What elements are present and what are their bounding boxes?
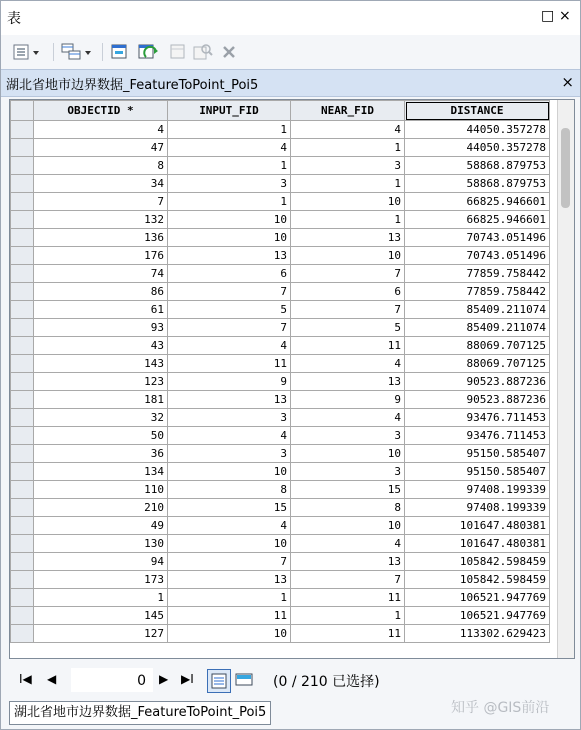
cell-objectid[interactable]: 32	[34, 409, 168, 427]
switch-selection-button[interactable]	[138, 41, 160, 63]
cell-distance[interactable]: 97408.199339	[405, 481, 550, 499]
cell-distance[interactable]: 85409.211074	[405, 301, 550, 319]
cell-objectid[interactable]: 43	[34, 337, 168, 355]
cell-distance[interactable]: 95150.585407	[405, 463, 550, 481]
cell-input-fid[interactable]: 4	[168, 517, 291, 535]
table-tab-title[interactable]: 湖北省地市边界数据_FeatureToPoint_Poi5	[6, 78, 259, 93]
cell-input-fid[interactable]: 8	[168, 481, 291, 499]
cell-distance[interactable]: 58868.879753	[405, 157, 550, 175]
cell-input-fid[interactable]: 5	[168, 301, 291, 319]
cell-input-fid[interactable]: 10	[168, 535, 291, 553]
table-row[interactable]	[11, 463, 550, 481]
maximize-button[interactable]: □	[541, 8, 555, 24]
cell-objectid[interactable]: 8	[34, 157, 168, 175]
switch-selection-icon	[138, 43, 160, 61]
table-row[interactable]	[11, 355, 550, 373]
row-selector[interactable]	[11, 301, 34, 319]
column-header-input-fid[interactable]: INPUT_FID	[168, 101, 291, 121]
table-row[interactable]	[11, 535, 550, 553]
toolbar-separator	[102, 43, 103, 61]
watermark: 知乎 @GIS前沿	[451, 700, 550, 716]
cell-input-fid[interactable]: 6	[168, 265, 291, 283]
table-row[interactable]	[11, 139, 550, 157]
cell-objectid[interactable]: 136	[34, 229, 168, 247]
row-selector[interactable]	[11, 121, 34, 139]
cell-near-fid[interactable]: 3	[291, 157, 405, 175]
previous-record-button[interactable]: ◀	[47, 672, 57, 686]
cell-distance[interactable]: 105842.598459	[405, 571, 550, 589]
row-selector[interactable]	[11, 625, 34, 643]
row-selector[interactable]	[11, 265, 34, 283]
last-record-button[interactable]: ▶I	[181, 672, 194, 686]
bottom-table-tab[interactable]: 湖北省地市边界数据_FeatureToPoint_Poi5	[9, 701, 271, 725]
cell-input-fid[interactable]: 10	[168, 229, 291, 247]
row-selector[interactable]	[11, 319, 34, 337]
cell-distance[interactable]: 106521.947769	[405, 589, 550, 607]
cell-distance[interactable]: 106521.947769	[405, 607, 550, 625]
cell-distance[interactable]: 77859.758442	[405, 283, 550, 301]
attribute-table	[10, 100, 550, 643]
table-toolbar	[1, 35, 580, 69]
cell-distance[interactable]: 77859.758442	[405, 265, 550, 283]
row-selector[interactable]	[11, 211, 34, 229]
table-row[interactable]	[11, 229, 550, 247]
cell-near-fid[interactable]: 4	[291, 121, 405, 139]
table-row[interactable]	[11, 157, 550, 175]
table-row[interactable]	[11, 499, 550, 517]
cell-distance[interactable]: 70743.051496	[405, 247, 550, 265]
cell-distance[interactable]: 70743.051496	[405, 229, 550, 247]
cell-input-fid[interactable]: 1	[168, 193, 291, 211]
cell-objectid[interactable]: 50	[34, 427, 168, 445]
cell-distance[interactable]: 44050.357278	[405, 121, 550, 139]
row-selector[interactable]	[11, 139, 34, 157]
row-selector[interactable]	[11, 535, 34, 553]
cell-distance[interactable]: 88069.707125	[405, 355, 550, 373]
cell-near-fid[interactable]: 11	[291, 625, 405, 643]
window-title: 表	[7, 11, 21, 27]
cell-input-fid[interactable]: 3	[168, 445, 291, 463]
row-selector-header[interactable]	[11, 101, 34, 121]
delete-selected-button[interactable]	[221, 41, 237, 63]
cell-near-fid[interactable]: 11	[291, 337, 405, 355]
cell-distance[interactable]: 93476.711453	[405, 427, 550, 445]
row-selector[interactable]	[11, 517, 34, 535]
cell-near-fid[interactable]: 6	[291, 283, 405, 301]
table-row[interactable]	[11, 427, 550, 445]
cell-distance[interactable]: 44050.357278	[405, 139, 550, 157]
row-selector[interactable]	[11, 463, 34, 481]
cell-objectid[interactable]: 134	[34, 463, 168, 481]
cell-objectid[interactable]: 49	[34, 517, 168, 535]
table-row[interactable]	[11, 211, 550, 229]
table-row[interactable]	[11, 625, 550, 643]
table-row[interactable]	[11, 553, 550, 571]
cell-objectid[interactable]: 145	[34, 607, 168, 625]
cell-objectid[interactable]: 94	[34, 553, 168, 571]
cell-objectid[interactable]: 74	[34, 265, 168, 283]
cell-distance[interactable]: 90523.887236	[405, 391, 550, 409]
table-row[interactable]	[11, 193, 550, 211]
cell-distance[interactable]: 66825.946601	[405, 211, 550, 229]
column-header-near-fid[interactable]: NEAR_FID	[291, 101, 405, 121]
vertical-scrollbar[interactable]	[557, 100, 574, 658]
title-bar	[1, 1, 580, 35]
row-selector[interactable]	[11, 589, 34, 607]
row-selector[interactable]	[11, 373, 34, 391]
table-row[interactable]	[11, 589, 550, 607]
cell-objectid[interactable]: 86	[34, 283, 168, 301]
cell-input-fid[interactable]: 4	[168, 337, 291, 355]
cell-near-fid[interactable]: 10	[291, 247, 405, 265]
close-tab-button[interactable]: ×	[561, 73, 574, 91]
cell-near-fid[interactable]: 1	[291, 607, 405, 625]
scrollbar-thumb[interactable]	[561, 128, 570, 208]
row-selector[interactable]	[11, 607, 34, 625]
cell-objectid[interactable]: 173	[34, 571, 168, 589]
cell-objectid[interactable]: 93	[34, 319, 168, 337]
cell-objectid[interactable]: 210	[34, 499, 168, 517]
cell-input-fid[interactable]: 1	[168, 589, 291, 607]
table-row[interactable]	[11, 301, 550, 319]
cell-near-fid[interactable]: 3	[291, 463, 405, 481]
select-by-attributes-button[interactable]	[111, 41, 131, 63]
row-selector[interactable]	[11, 499, 34, 517]
cell-input-fid[interactable]: 10	[168, 625, 291, 643]
selection-status: (0 / 210 已选择)	[273, 674, 380, 690]
first-record-button[interactable]: I◀	[19, 672, 32, 686]
cell-distance[interactable]: 95150.585407	[405, 445, 550, 463]
table-row[interactable]	[11, 283, 550, 301]
cell-near-fid[interactable]: 4	[291, 355, 405, 373]
cell-distance[interactable]: 58868.879753	[405, 175, 550, 193]
table-row[interactable]	[11, 409, 550, 427]
cell-objectid[interactable]: 36	[34, 445, 168, 463]
column-header-distance[interactable]: DISTANCE	[405, 101, 550, 121]
table-row[interactable]	[11, 517, 550, 535]
cell-objectid[interactable]: 7	[34, 193, 168, 211]
next-record-button[interactable]: ▶	[159, 672, 169, 686]
cell-input-fid[interactable]: 7	[168, 283, 291, 301]
table-row[interactable]	[11, 337, 550, 355]
clear-selection-button[interactable]	[169, 41, 187, 63]
cell-near-fid[interactable]: 7	[291, 265, 405, 283]
cell-distance[interactable]: 88069.707125	[405, 337, 550, 355]
cell-objectid[interactable]: 127	[34, 625, 168, 643]
cell-objectid[interactable]: 61	[34, 301, 168, 319]
cell-input-fid[interactable]: 11	[168, 607, 291, 625]
cell-input-fid[interactable]: 13	[168, 247, 291, 265]
cell-input-fid[interactable]: 4	[168, 427, 291, 445]
table-row[interactable]	[11, 391, 550, 409]
clear-selection-icon	[169, 43, 187, 61]
cell-near-fid[interactable]: 5	[291, 319, 405, 337]
cell-input-fid[interactable]: 4	[168, 139, 291, 157]
table-row[interactable]	[11, 571, 550, 589]
row-selector[interactable]	[11, 157, 34, 175]
row-selector[interactable]	[11, 553, 34, 571]
cell-near-fid[interactable]: 10	[291, 193, 405, 211]
table-row[interactable]	[11, 445, 550, 463]
row-selector[interactable]	[11, 409, 34, 427]
table-row[interactable]	[11, 373, 550, 391]
row-selector[interactable]	[11, 337, 34, 355]
cell-objectid[interactable]: 176	[34, 247, 168, 265]
cell-input-fid[interactable]: 13	[168, 571, 291, 589]
cell-distance[interactable]: 105842.598459	[405, 553, 550, 571]
cell-input-fid[interactable]: 15	[168, 499, 291, 517]
cell-near-fid[interactable]: 10	[291, 517, 405, 535]
cell-input-fid[interactable]: 10	[168, 463, 291, 481]
cell-objectid[interactable]: 110	[34, 481, 168, 499]
cell-input-fid[interactable]: 13	[168, 391, 291, 409]
cell-distance[interactable]: 101647.480381	[405, 517, 550, 535]
cell-input-fid[interactable]: 3	[168, 175, 291, 193]
table-options-button[interactable]	[13, 41, 43, 63]
cell-objectid[interactable]: 130	[34, 535, 168, 553]
cell-objectid[interactable]: 181	[34, 391, 168, 409]
table-row[interactable]	[11, 481, 550, 499]
cell-input-fid[interactable]: 1	[168, 121, 291, 139]
cell-distance[interactable]: 101647.480381	[405, 535, 550, 553]
cell-near-fid[interactable]: 1	[291, 175, 405, 193]
cell-distance[interactable]: 97408.199339	[405, 499, 550, 517]
table-options-icon	[13, 43, 43, 61]
table-body	[11, 121, 550, 643]
row-selector[interactable]	[11, 427, 34, 445]
attribute-table-grid	[9, 99, 575, 659]
cell-input-fid[interactable]: 7	[168, 553, 291, 571]
select-by-attributes-icon	[111, 43, 131, 61]
table-row[interactable]	[11, 319, 550, 337]
related-tables-button[interactable]	[61, 41, 95, 63]
cell-near-fid[interactable]: 11	[291, 589, 405, 607]
row-selector[interactable]	[11, 481, 34, 499]
cell-near-fid[interactable]: 7	[291, 571, 405, 589]
table-row[interactable]	[11, 265, 550, 283]
close-window-button[interactable]: ×	[559, 8, 571, 24]
column-header-objectid[interactable]: OBJECTID *	[34, 101, 168, 121]
related-tables-icon	[61, 43, 95, 61]
cell-near-fid[interactable]: 1	[291, 139, 405, 157]
cell-objectid[interactable]: 4	[34, 121, 168, 139]
table-tab-bar	[1, 69, 580, 97]
cell-distance[interactable]: 93476.711453	[405, 409, 550, 427]
cell-distance[interactable]: 113302.629423	[405, 625, 550, 643]
delete-selected-icon	[221, 43, 237, 61]
row-selector[interactable]	[11, 175, 34, 193]
cell-input-fid[interactable]: 10	[168, 211, 291, 229]
row-selector[interactable]	[11, 229, 34, 247]
cell-distance[interactable]: 66825.946601	[405, 193, 550, 211]
row-selector[interactable]	[11, 247, 34, 265]
cell-near-fid[interactable]: 8	[291, 499, 405, 517]
zoom-to-selected-button[interactable]	[193, 41, 213, 63]
record-navigation-bar	[9, 663, 573, 699]
cell-near-fid[interactable]: 15	[291, 481, 405, 499]
cell-near-fid[interactable]: 13	[291, 553, 405, 571]
row-selector[interactable]	[11, 571, 34, 589]
cell-input-fid[interactable]: 9	[168, 373, 291, 391]
row-selector[interactable]	[11, 193, 34, 211]
cell-objectid[interactable]: 132	[34, 211, 168, 229]
show-selected-records-icon	[235, 672, 253, 688]
cell-near-fid[interactable]: 9	[291, 391, 405, 409]
cell-objectid[interactable]: 1	[34, 589, 168, 607]
cell-distance[interactable]: 90523.887236	[405, 373, 550, 391]
cell-near-fid[interactable]: 4	[291, 535, 405, 553]
cell-objectid[interactable]: 47	[34, 139, 168, 157]
cell-objectid[interactable]: 123	[34, 373, 168, 391]
row-selector[interactable]	[11, 283, 34, 301]
current-record-input[interactable]: 0	[71, 668, 153, 692]
header-row	[11, 101, 550, 121]
cell-input-fid[interactable]: 3	[168, 409, 291, 427]
toolbar-separator	[53, 43, 54, 61]
table-row[interactable]	[11, 175, 550, 193]
row-selector[interactable]	[11, 355, 34, 373]
cell-near-fid[interactable]: 13	[291, 373, 405, 391]
cell-near-fid[interactable]: 4	[291, 409, 405, 427]
cell-near-fid[interactable]: 1	[291, 211, 405, 229]
row-selector[interactable]	[11, 445, 34, 463]
cell-input-fid[interactable]: 7	[168, 319, 291, 337]
table-row[interactable]	[11, 121, 550, 139]
cell-near-fid[interactable]: 13	[291, 229, 405, 247]
cell-objectid[interactable]: 34	[34, 175, 168, 193]
table-row[interactable]	[11, 247, 550, 265]
cell-near-fid[interactable]: 3	[291, 427, 405, 445]
show-selected-records-button[interactable]	[233, 669, 255, 691]
show-all-records-icon	[211, 673, 227, 689]
cell-near-fid[interactable]: 7	[291, 301, 405, 319]
cell-input-fid[interactable]: 11	[168, 355, 291, 373]
cell-near-fid[interactable]: 10	[291, 445, 405, 463]
cell-distance[interactable]: 85409.211074	[405, 319, 550, 337]
cell-objectid[interactable]: 143	[34, 355, 168, 373]
show-all-records-button[interactable]	[207, 669, 231, 693]
cell-input-fid[interactable]: 1	[168, 157, 291, 175]
table-row[interactable]	[11, 607, 550, 625]
zoom-to-selected-icon	[193, 43, 213, 61]
row-selector[interactable]	[11, 391, 34, 409]
